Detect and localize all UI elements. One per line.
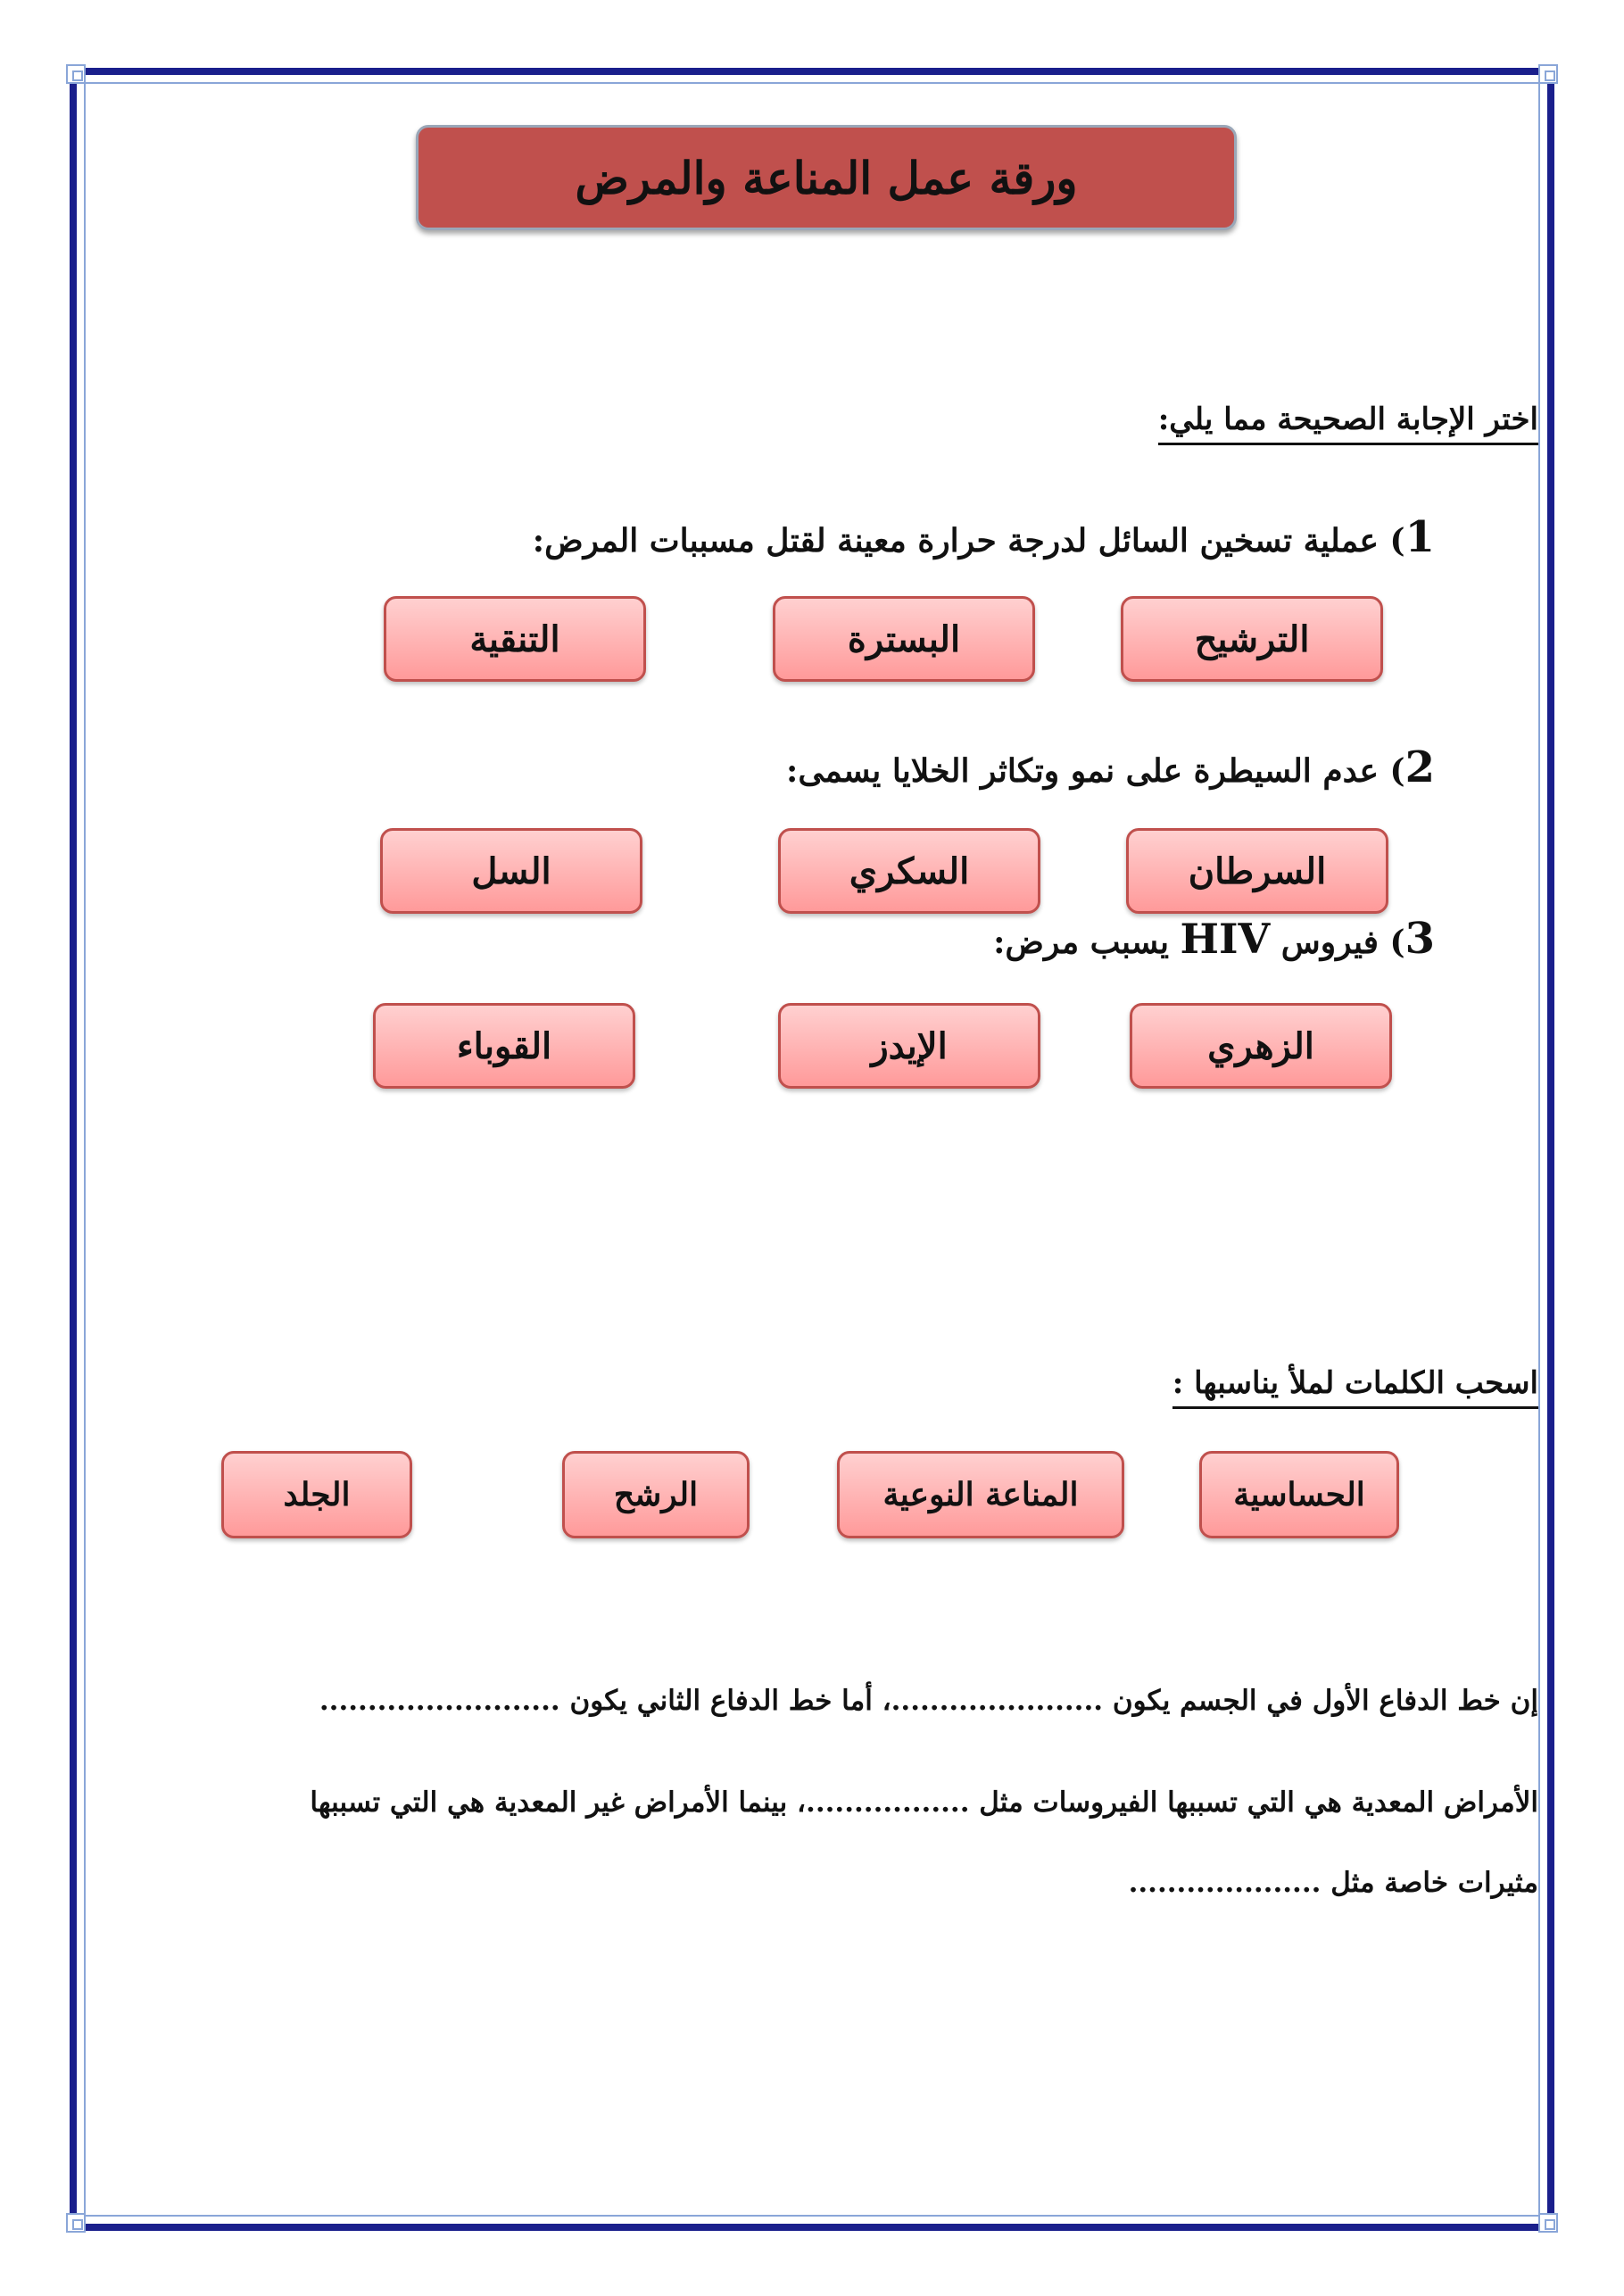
draggable-word[interactable]: الرشح — [562, 1451, 750, 1538]
option-button[interactable]: السل — [380, 828, 642, 914]
fill-in-sentence: الأمراض المعدية هي التي تسببها الفيروسات مثل .................، بينما الأمراض غير المعدية هي التي تسببها — [310, 1786, 1538, 1819]
option-button[interactable]: الزهري — [1130, 1003, 1392, 1089]
border-corner — [1538, 64, 1558, 84]
question-number: 1 — [1404, 512, 1435, 562]
draggable-word[interactable]: المناعة النوعية — [837, 1451, 1124, 1538]
question-text-bold: HIV — [1180, 915, 1271, 963]
question-number: 2 — [1404, 742, 1435, 792]
option-button[interactable]: البسترة — [773, 596, 1035, 682]
page-title: ورقة عمل المناعة والمرض — [575, 151, 1078, 204]
fill-in-sentence: مثيرات خاصة مثل .................... — [1128, 1867, 1538, 1899]
section-heading-drag: اسحب الكلمات لملأ يناسبها : — [1172, 1365, 1538, 1409]
question-3: 3) فيروس HIV يسبب مرض: — [993, 914, 1435, 964]
question-text: عملية تسخين السائل لدرجة حرارة معينة لقتل مسببات المرض: — [532, 522, 1380, 559]
option-button[interactable]: الإيدز — [778, 1003, 1040, 1089]
draggable-word[interactable]: الجلد — [221, 1451, 412, 1538]
border-corner — [66, 2213, 86, 2233]
option-button[interactable]: القوباء — [373, 1003, 635, 1089]
question-text: عدم السيطرة على نمو وتكاثر الخلايا يسمى: — [786, 752, 1380, 790]
title-banner — [416, 125, 1237, 230]
option-button[interactable]: الترشيح — [1121, 596, 1383, 682]
border-corner — [1538, 2213, 1558, 2233]
border-corner — [66, 64, 86, 84]
question-number: 3 — [1404, 914, 1435, 964]
question-1: 1) عملية تسخين السائل لدرجة حرارة معينة لقتل مسببات المرض: — [532, 512, 1435, 562]
question-text-pre: فيروس — [1280, 924, 1380, 961]
option-button[interactable]: السرطان — [1126, 828, 1388, 914]
section-heading-choose: اختر الإجابة الصحيحة مما يلي: — [1158, 402, 1538, 445]
option-button[interactable]: السكري — [778, 828, 1040, 914]
option-button[interactable]: التنقية — [384, 596, 646, 682]
question-2: 2) عدم السيطرة على نمو وتكاثر الخلايا يسمى: — [786, 742, 1435, 792]
draggable-word[interactable]: الحساسية — [1199, 1451, 1399, 1538]
question-text-post: يسبب مرض: — [993, 924, 1169, 961]
fill-in-sentence: إن خط الدفاع الأول في الجسم يكون ......................، أما خط الدفاع الثاني يكون ......................... — [319, 1685, 1538, 1717]
